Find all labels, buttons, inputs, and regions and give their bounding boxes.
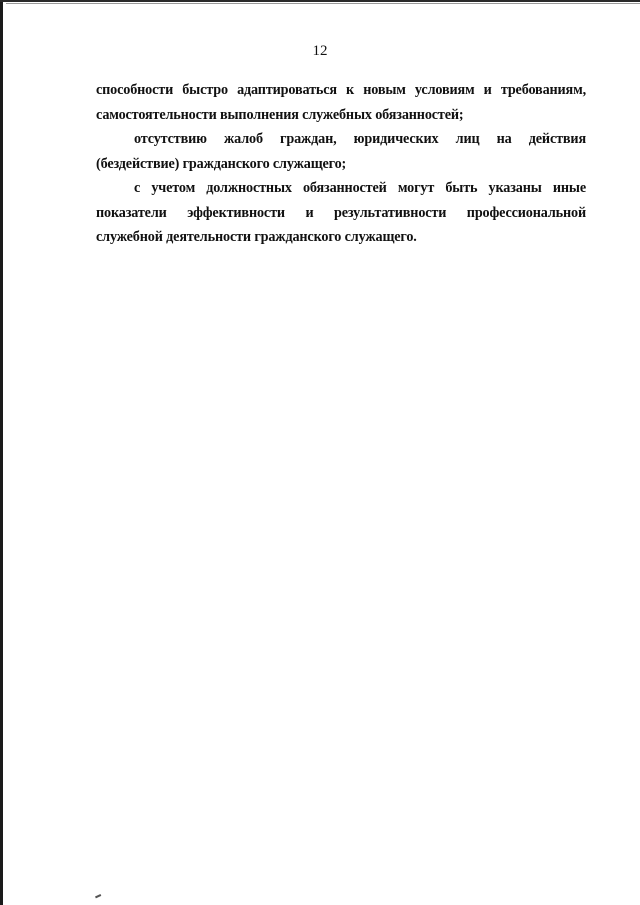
scan-edge-left — [0, 0, 3, 905]
scan-edge-top-shadow — [6, 3, 640, 4]
page-number: 12 — [312, 43, 328, 59]
paragraph-adaptability: способности быстро адаптироваться к новым условиям и требованиям, самостоятельности выполнения служебных обязанностей; — [96, 82, 586, 123]
scan-mark — [95, 894, 103, 902]
document-body — [96, 78, 586, 250]
paragraph-no-complaints: отсутствию жалоб граждан, юридических лиц на действия (бездействие) гражданского служащего; — [96, 131, 586, 172]
paragraph-other-indicators: с учетом должностных обязанностей могут быть указаны иные показатели эффективности и результативности профессиональной служебной деятельности гражданского служащего. — [96, 180, 586, 245]
scan-edge-top — [0, 0, 640, 2]
